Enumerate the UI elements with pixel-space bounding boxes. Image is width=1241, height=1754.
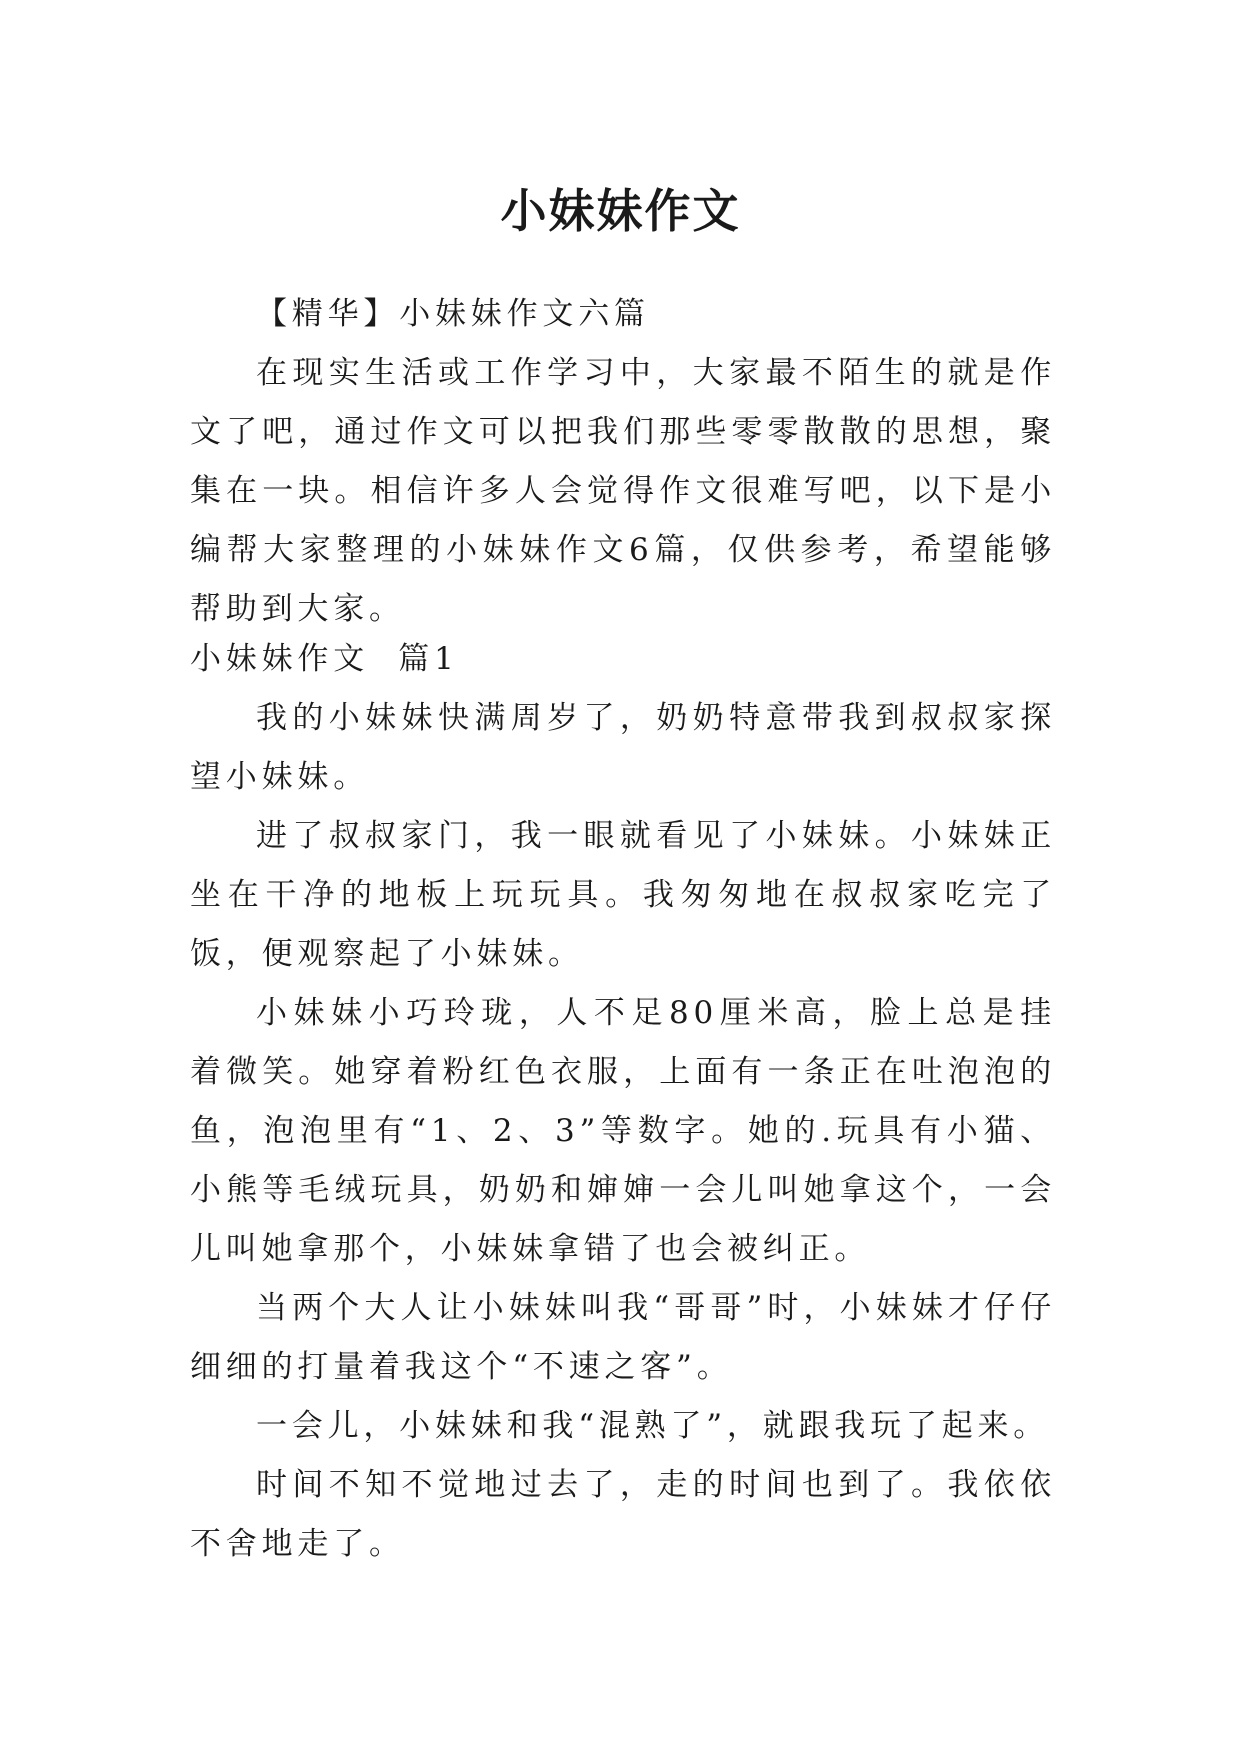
intro-subtitle: 【精华】小妹妹作文六篇 [256,296,650,332]
intro-section [190,285,1056,639]
section-1 [190,630,1056,1574]
section-1-paragraph: 时间不知不觉地过去了，走的时间也到了。我依依不舍地走了。 [190,1467,1056,1562]
section-1-paragraph: 当两个大人让小妹妹叫我“哥哥”时，小妹妹才仔仔细细的打量着我这个“不速之客”。 [190,1290,1056,1385]
intro-paragraph: 在现实生活或工作学习中，大家最不陌生的就是作文了吧，通过作文可以把我们那些零零散散的思想，聚集在一块。相信许多人会觉得作文很难写吧，以下是小编帮大家整理的小妹妹作文6篇，仅供参考，希望能够帮助到大家。 [190,355,1056,627]
page-title: 小妹妹作文 [500,183,741,238]
section-1-paragraph: 小妹妹小巧玲珑，人不足80厘米高，脸上总是挂着微笑。她穿着粉红色衣服，上面有一条正在吐泡泡的鱼，泡泡里有“1、2、3”等数字。她的.玩具有小猫、小熊等毛绒玩具，奶奶和婶婶一会儿叫她拿这个，一会儿叫她拿那个，小妹妹拿错了也会被纠正。 [190,995,1056,1267]
section-1-paragraph: 进了叔叔家门，我一眼就看见了小妹妹。小妹妹正坐在干净的地板上玩玩具。我匆匆地在叔叔家吃完了饭，便观察起了小妹妹。 [190,818,1056,972]
section-1-paragraph: 一会儿，小妹妹和我“混熟了”，就跟我玩了起来。 [256,1408,1050,1444]
section-1-paragraph: 我的小妹妹快满周岁了，奶奶特意带我到叔叔家探望小妹妹。 [190,700,1056,795]
section-1-heading: 小妹妹作文 篇1 [190,641,459,677]
